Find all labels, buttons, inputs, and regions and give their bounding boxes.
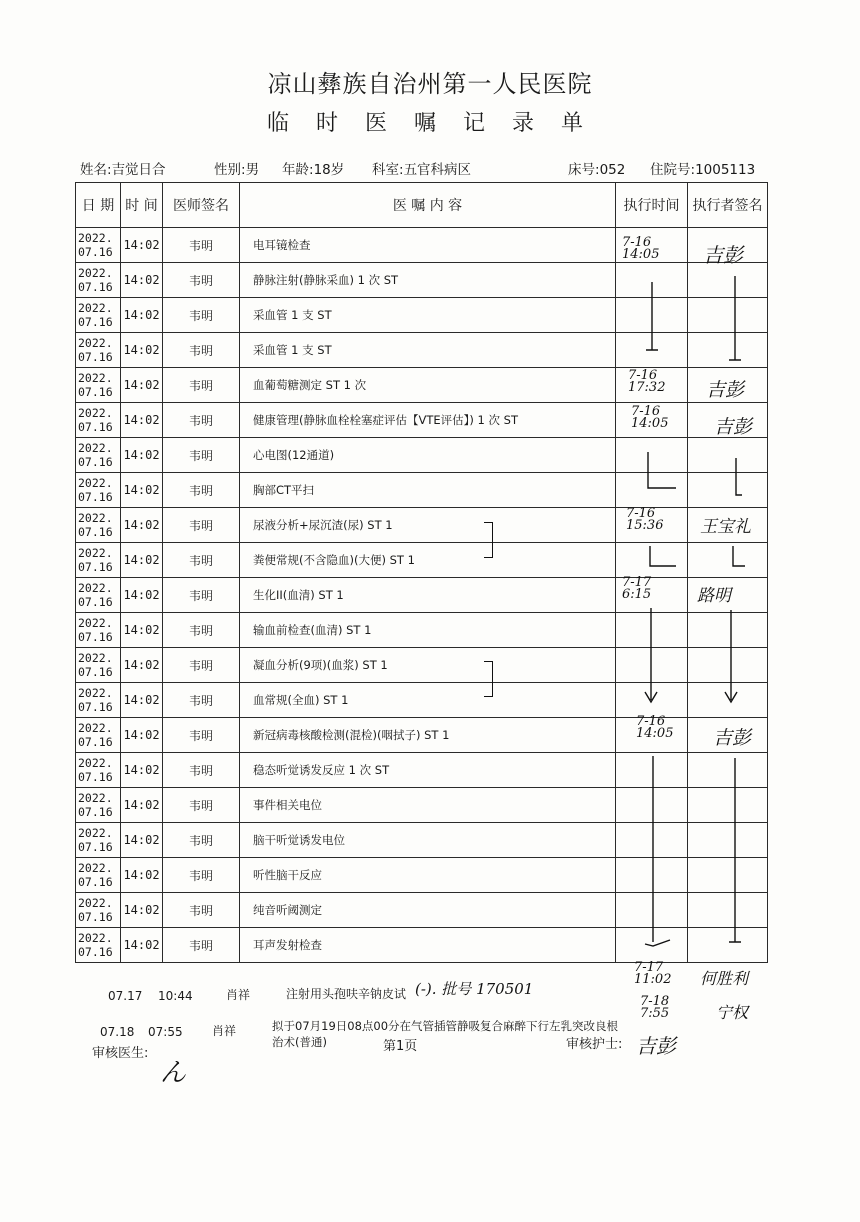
order-time: 14:02 [121, 508, 163, 543]
order-content: 电耳镜检查 [240, 228, 616, 263]
hospital-name: 凉山彝族自治州第一人民医院 [267, 70, 593, 98]
order-time: 14:02 [121, 648, 163, 683]
executor-signature: 宁权 [716, 1003, 749, 1022]
exec-line-mark [736, 458, 742, 495]
order-date: 2022. 07.16 [76, 543, 121, 578]
header-content: 医 嘱 内 容 [240, 183, 616, 228]
order-doctor: 韦明 [163, 473, 240, 508]
order-doctor: 韦明 [163, 403, 240, 438]
executor-signature: 吉彭 [703, 243, 743, 267]
exec-time-handwritten: 7-17 6:15 [622, 575, 652, 602]
order-time: 14:02 [121, 858, 163, 893]
order-date: 2022. 07.16 [76, 368, 121, 403]
order-doctor: 韦明 [163, 438, 240, 473]
order-date: 2022. 07.16 [76, 613, 121, 648]
order-doctor: 韦明 [163, 928, 240, 963]
order-content: 采血管 1 支 ST [240, 333, 616, 368]
header-executor: 执行者签名 [688, 183, 768, 228]
skin-test-note: (-). 批号 170501 [415, 980, 534, 998]
order-date: 2022. 07.16 [76, 508, 121, 543]
exec-arrow-mark [725, 610, 737, 702]
exec-line-mark [733, 546, 745, 566]
order-content: 采血管 1 支 ST [240, 298, 616, 333]
exec-line-mark [646, 282, 658, 350]
patient-dept: 科室:五官科病区 [372, 162, 472, 178]
order-date: 2022. 07.16 [76, 473, 121, 508]
extra-order-time: 10:44 [158, 989, 193, 1003]
executor-signature: 吉彭 [713, 727, 752, 749]
order-content: 新冠病毒核酸检测(混检)(咽拭子) ST 1 [240, 718, 616, 753]
form-title: 临 时 医 嘱 记 录 单 [267, 111, 593, 136]
order-date: 2022. 07.16 [76, 298, 121, 333]
order-date: 2022. 07.16 [76, 578, 121, 613]
order-content: 粪便常规(不含隐血)(大便) ST 1 [240, 543, 616, 578]
order-doctor: 韦明 [163, 543, 240, 578]
exec-arrow-mark [729, 758, 741, 942]
patient-bed: 床号:052 [568, 162, 626, 178]
exec-time-handwritten: 7-18 7:55 [640, 994, 670, 1021]
patient-gender: 性别:男 [214, 162, 260, 178]
executor-signature: 吉彭 [714, 416, 753, 438]
order-content: 尿液分析+尿沉渣(尿) ST 1 [240, 508, 616, 543]
exec-time-handwritten: 7-16 17:32 [628, 368, 666, 395]
order-time: 14:02 [121, 333, 163, 368]
order-doctor: 韦明 [163, 858, 240, 893]
order-time: 14:02 [121, 403, 163, 438]
exec-line-mark [650, 546, 676, 566]
review-nurse-signature: 吉彭 [636, 1034, 676, 1058]
order-date: 2022. 07.16 [76, 788, 121, 823]
order-doctor: 韦明 [163, 718, 240, 753]
order-date: 2022. 07.16 [76, 333, 121, 368]
exec-arrow-mark [645, 756, 670, 946]
exec-time-handwritten: 7-16 14:05 [636, 714, 674, 741]
order-date: 2022. 07.16 [76, 858, 121, 893]
order-content: 脑干听觉诱发电位 [240, 823, 616, 858]
order-time: 14:02 [121, 298, 163, 333]
order-date: 2022. 07.16 [76, 893, 121, 928]
order-time: 14:02 [121, 438, 163, 473]
header-exec-time: 执行时间 [616, 183, 688, 228]
order-date: 2022. 07.16 [76, 753, 121, 788]
order-date: 2022. 07.16 [76, 403, 121, 438]
order-time: 14:02 [121, 368, 163, 403]
executor-signature: 何胜利 [700, 969, 749, 988]
executor-signature: 路明 [697, 586, 731, 606]
order-content: 凝血分析(9项)(血浆) ST 1 [240, 648, 616, 683]
order-doctor: 韦明 [163, 613, 240, 648]
patient-admission: 住院号:1005113 [650, 162, 756, 178]
order-content: 耳声发射检查 [240, 928, 616, 963]
order-content: 事件相关电位 [240, 788, 616, 823]
order-doctor: 韦明 [163, 368, 240, 403]
order-time: 14:02 [121, 543, 163, 578]
order-time: 14:02 [121, 228, 163, 263]
order-date: 2022. 07.16 [76, 718, 121, 753]
order-content: 心电图(12通道) [240, 438, 616, 473]
order-doctor: 韦明 [163, 508, 240, 543]
order-time: 14:02 [121, 718, 163, 753]
order-content: 生化II(血清) ST 1 [240, 578, 616, 613]
extra-order-doctor: 肖祥 [226, 988, 251, 1002]
patient-age: 年龄:18岁 [282, 162, 345, 178]
order-doctor: 韦明 [163, 683, 240, 718]
order-date: 2022. 07.16 [76, 228, 121, 263]
order-content: 稳态听觉诱发反应 1 次 ST [240, 753, 616, 788]
order-date: 2022. 07.16 [76, 263, 121, 298]
executor-signature: 王宝礼 [700, 517, 751, 537]
order-content: 输血前检查(血清) ST 1 [240, 613, 616, 648]
exec-arrow-mark [645, 608, 657, 702]
extra-order-time: 07:55 [148, 1025, 183, 1039]
order-time: 14:02 [121, 613, 163, 648]
patient-name: 姓名:吉觉日合 [80, 162, 166, 178]
order-doctor: 韦明 [163, 578, 240, 613]
order-time: 14:02 [121, 893, 163, 928]
order-date: 2022. 07.16 [76, 683, 121, 718]
order-doctor: 韦明 [163, 788, 240, 823]
order-date: 2022. 07.16 [76, 438, 121, 473]
order-time: 14:02 [121, 578, 163, 613]
order-time: 14:02 [121, 473, 163, 508]
order-doctor: 韦明 [163, 228, 240, 263]
exec-time-handwritten: 7-17 11:02 [634, 960, 672, 987]
order-doctor: 韦明 [163, 753, 240, 788]
order-content: 血葡萄糖测定 ST 1 次 [240, 368, 616, 403]
header-time: 时 间 [121, 183, 163, 228]
order-doctor: 韦明 [163, 333, 240, 368]
order-doctor: 韦明 [163, 298, 240, 333]
order-content: 血常规(全血) ST 1 [240, 683, 616, 718]
executor-signature: 吉彭 [706, 379, 745, 401]
exec-time-handwritten: 7-16 14:05 [631, 404, 669, 431]
order-time: 14:02 [121, 788, 163, 823]
review-nurse-label: 审核护士: [566, 1037, 623, 1052]
header-doctor: 医师签名 [163, 183, 240, 228]
extra-order-date: 07.18 [100, 1025, 135, 1039]
order-date: 2022. 07.16 [76, 648, 121, 683]
extra-order-date: 07.17 [108, 989, 143, 1003]
order-content: 胸部CT平扫 [240, 473, 616, 508]
order-time: 14:02 [121, 823, 163, 858]
exec-time-handwritten: 7-16 14:05 [622, 235, 660, 262]
order-date: 2022. 07.16 [76, 928, 121, 963]
exec-time-handwritten: 7-16 15:36 [626, 506, 664, 533]
extra-order-content: 拟于07月19日08点00分在气管插管静吸复合麻醉下行左乳突改良根 [272, 1019, 619, 1033]
exec-line-mark [729, 276, 741, 360]
page-number: 第1页 [383, 1039, 418, 1054]
order-content: 听性脑干反应 [240, 858, 616, 893]
order-time: 14:02 [121, 263, 163, 298]
order-doctor: 韦明 [163, 648, 240, 683]
extra-order-content-line2: 治术(普通) [272, 1035, 327, 1049]
order-time: 14:02 [121, 683, 163, 718]
order-time: 14:02 [121, 928, 163, 963]
order-content: 健康管理(静脉血栓栓塞症评估【VTE评估】) 1 次 ST [240, 403, 616, 438]
order-content: 纯音听阈测定 [240, 893, 616, 928]
order-content: 静脉注射(静脉采血) 1 次 ST [240, 263, 616, 298]
order-doctor: 韦明 [163, 263, 240, 298]
extra-order-doctor: 肖祥 [212, 1024, 237, 1038]
order-time: 14:02 [121, 753, 163, 788]
order-doctor: 韦明 [163, 823, 240, 858]
review-doctor-signature: ん [160, 1058, 187, 1088]
review-doctor-label: 审核医生: [92, 1046, 149, 1061]
header-date: 日 期 [76, 183, 121, 228]
order-doctor: 韦明 [163, 893, 240, 928]
extra-order-content: 注射用头孢呋辛钠皮试 [286, 987, 407, 1001]
exec-line-mark [648, 452, 676, 488]
order-date: 2022. 07.16 [76, 823, 121, 858]
